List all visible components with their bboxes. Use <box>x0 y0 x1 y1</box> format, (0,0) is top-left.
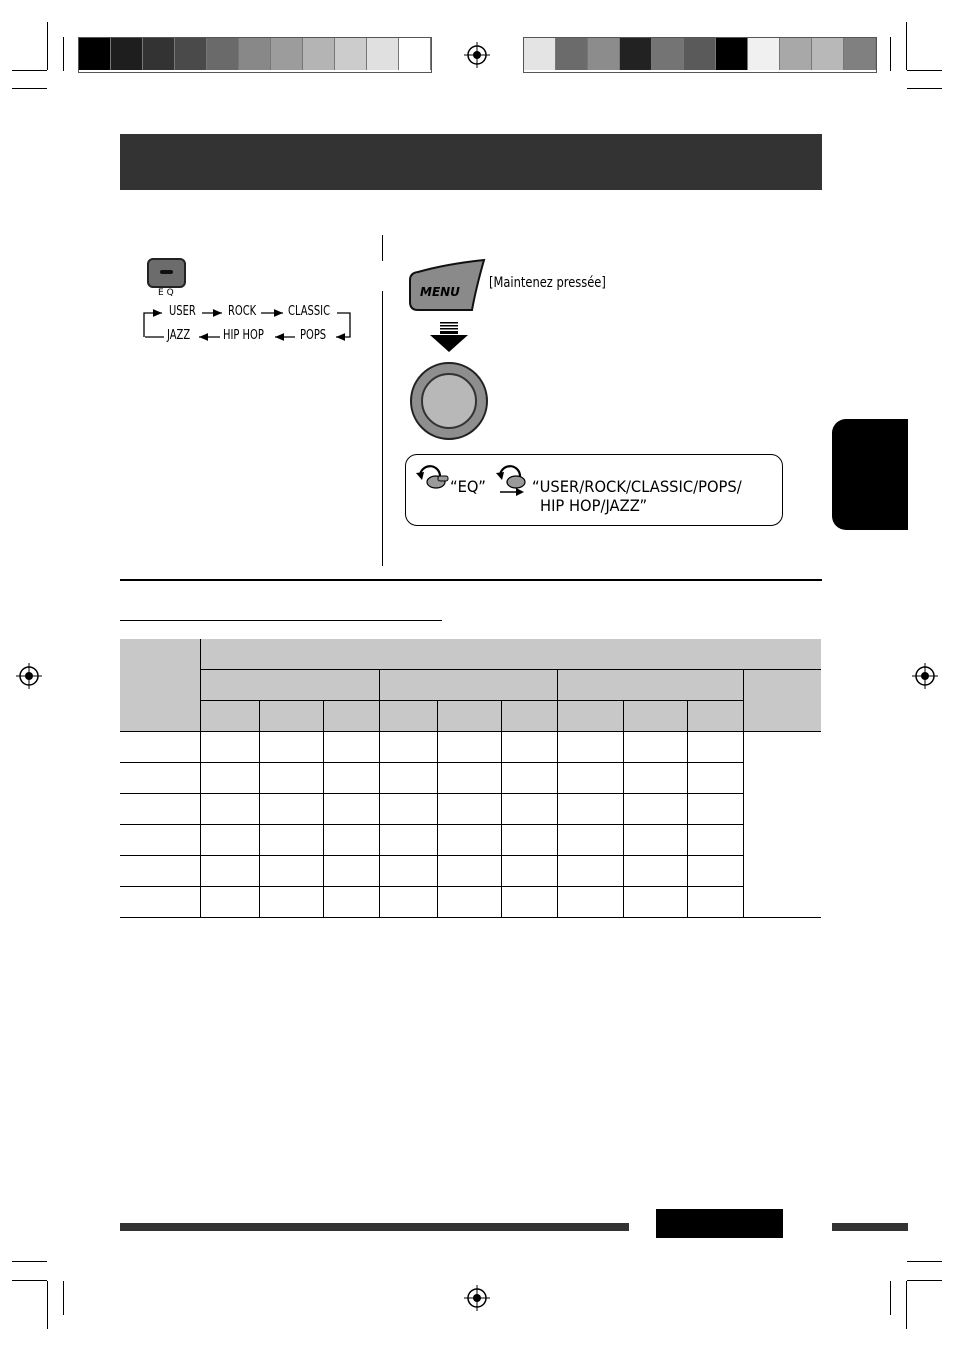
table-cell <box>623 856 687 887</box>
crop-mark <box>47 1281 48 1329</box>
color-swatch <box>143 38 175 70</box>
registration-mark-icon <box>464 1285 490 1311</box>
table-cell <box>259 887 323 918</box>
registration-mark-icon <box>912 663 938 689</box>
table-header-row <box>120 670 821 701</box>
crop-mark <box>12 1280 47 1281</box>
menu-button-icon[interactable] <box>406 258 488 314</box>
crop-mark <box>890 37 891 71</box>
table-header-cell <box>323 701 379 732</box>
table-row <box>120 856 821 887</box>
cycle-item-jazz: JAZZ <box>167 328 191 343</box>
table-cell <box>379 794 437 825</box>
table-cell <box>743 732 821 918</box>
crop-mark <box>907 1261 942 1262</box>
table-cell <box>501 763 557 794</box>
table-cell <box>501 732 557 763</box>
color-swatch <box>367 38 399 70</box>
table-cell <box>323 763 379 794</box>
color-swatch <box>207 38 239 70</box>
crop-mark <box>12 88 47 89</box>
table-cell <box>501 825 557 856</box>
table-header-cell <box>200 670 379 701</box>
table-cell <box>687 856 743 887</box>
table-cell <box>120 856 200 887</box>
footer-bar-right <box>832 1223 908 1231</box>
registration-mark-icon <box>16 663 42 689</box>
color-swatch <box>844 38 876 70</box>
color-swatch <box>79 38 111 70</box>
crop-mark <box>890 1281 891 1315</box>
table-header-cell <box>557 670 743 701</box>
table-cell <box>120 825 200 856</box>
color-swatch <box>303 38 335 70</box>
sequence-item-presets-line2: HIP HOP/JAZZ” <box>540 496 648 515</box>
table-cell <box>557 856 623 887</box>
table-cell <box>437 794 501 825</box>
color-swatch <box>556 38 588 70</box>
table-cell <box>557 825 623 856</box>
table-header-cell <box>259 701 323 732</box>
table-cell <box>623 794 687 825</box>
table-cell <box>437 763 501 794</box>
table-header-cell <box>557 701 623 732</box>
table-header-row <box>120 701 821 732</box>
table-cell <box>437 732 501 763</box>
table-cell <box>200 856 259 887</box>
crop-mark <box>63 37 64 71</box>
table-row <box>120 794 821 825</box>
cycle-item-classic: CLASSIC <box>288 304 331 319</box>
color-swatch <box>684 38 716 70</box>
subheading-underline <box>120 620 442 621</box>
cycle-item-user: USER <box>169 304 196 319</box>
table-cell <box>200 763 259 794</box>
table-cell <box>623 732 687 763</box>
table-cell <box>200 887 259 918</box>
registration-mark-icon <box>464 42 490 68</box>
table-cell <box>501 794 557 825</box>
table-cell <box>120 732 200 763</box>
table-cell <box>557 763 623 794</box>
sequence-item-eq: “EQ” <box>450 477 486 496</box>
section-divider <box>120 579 822 581</box>
table-cell <box>259 763 323 794</box>
table-header-cell <box>501 701 557 732</box>
crop-mark <box>907 1280 942 1281</box>
table-header-cell <box>200 639 821 670</box>
eq-button-icon[interactable] <box>147 258 186 288</box>
table-cell <box>200 825 259 856</box>
cycle-item-rock: ROCK <box>228 304 257 319</box>
crop-mark <box>906 22 907 70</box>
table-cell <box>437 887 501 918</box>
control-dial-center <box>421 373 477 429</box>
color-swatch <box>716 38 748 70</box>
color-swatch <box>111 38 143 70</box>
table-cell <box>687 794 743 825</box>
table-header-cell <box>687 701 743 732</box>
color-swatch <box>588 38 620 70</box>
push-rotate-hand-icon <box>494 462 530 498</box>
footer-bar <box>120 1223 629 1231</box>
crop-mark <box>12 70 47 71</box>
color-calibration-bar-right <box>523 37 877 73</box>
rotate-hand-icon <box>414 462 450 492</box>
table-cell <box>623 825 687 856</box>
color-calibration-bar-left <box>78 37 432 73</box>
control-dial-icon[interactable] <box>410 362 488 440</box>
table-cell <box>687 732 743 763</box>
table-row <box>120 887 821 918</box>
page-number-box <box>656 1209 783 1238</box>
section-header-bar <box>120 134 822 190</box>
table-cell <box>437 825 501 856</box>
color-swatch <box>620 38 652 70</box>
table-header-cell <box>120 639 200 732</box>
table-cell <box>379 763 437 794</box>
crop-mark <box>907 70 942 71</box>
eq-button-slot <box>160 270 173 274</box>
table-cell <box>259 856 323 887</box>
table-cell <box>501 887 557 918</box>
crop-mark <box>47 22 48 70</box>
table-cell <box>323 794 379 825</box>
crop-mark <box>907 88 942 89</box>
table-cell <box>623 763 687 794</box>
equalizer-preset-table <box>120 639 821 918</box>
eq-button-label: EQ <box>158 288 177 298</box>
table-header-cell <box>379 701 437 732</box>
color-swatch <box>399 38 431 70</box>
color-swatch <box>271 38 303 70</box>
color-swatch <box>239 38 271 70</box>
table-cell <box>120 887 200 918</box>
crop-mark <box>12 1261 47 1262</box>
table-header-cell <box>437 701 501 732</box>
table-cell <box>623 887 687 918</box>
table-cell <box>557 887 623 918</box>
hold-instruction: [Maintenez pressée] <box>489 275 606 291</box>
table-header-cell <box>200 701 259 732</box>
table-cell <box>200 732 259 763</box>
table-row <box>120 763 821 794</box>
table-cell <box>379 856 437 887</box>
color-swatch <box>748 38 780 70</box>
table-cell <box>437 856 501 887</box>
table-row <box>120 825 821 856</box>
language-side-tab <box>832 419 908 530</box>
table-cell <box>259 825 323 856</box>
table-cell <box>557 732 623 763</box>
table-cell <box>687 763 743 794</box>
crop-mark <box>906 1281 907 1329</box>
table-cell <box>120 794 200 825</box>
color-swatch <box>524 38 556 70</box>
table-cell <box>200 794 259 825</box>
sequence-item-presets-line1: “USER/ROCK/CLASSIC/POPS/ <box>532 477 742 496</box>
color-swatch <box>652 38 684 70</box>
down-arrow-icon <box>428 320 470 354</box>
table-cell <box>323 856 379 887</box>
color-swatch <box>780 38 812 70</box>
column-divider <box>382 235 383 261</box>
table-header-row <box>120 639 821 670</box>
table-cell <box>259 794 323 825</box>
column-divider <box>382 291 383 566</box>
table-cell <box>687 825 743 856</box>
table-cell <box>323 732 379 763</box>
table-header-cell <box>743 670 821 732</box>
table-header-cell <box>623 701 687 732</box>
table-row <box>120 732 821 763</box>
color-swatch <box>175 38 207 70</box>
table-cell <box>557 794 623 825</box>
table-cell <box>120 763 200 794</box>
table-cell <box>323 887 379 918</box>
table-cell <box>501 856 557 887</box>
table-cell <box>379 732 437 763</box>
cycle-item-hiphop: HIP HOP <box>223 328 264 343</box>
crop-mark <box>63 1281 64 1315</box>
table-cell <box>379 887 437 918</box>
menu-button-label: MENU <box>420 285 460 299</box>
table-header-cell <box>379 670 557 701</box>
color-swatch <box>812 38 844 70</box>
table-cell <box>259 732 323 763</box>
color-swatch <box>335 38 367 70</box>
table-cell <box>379 825 437 856</box>
table-cell <box>687 887 743 918</box>
cycle-item-pops: POPS <box>300 328 327 343</box>
table-cell <box>323 825 379 856</box>
